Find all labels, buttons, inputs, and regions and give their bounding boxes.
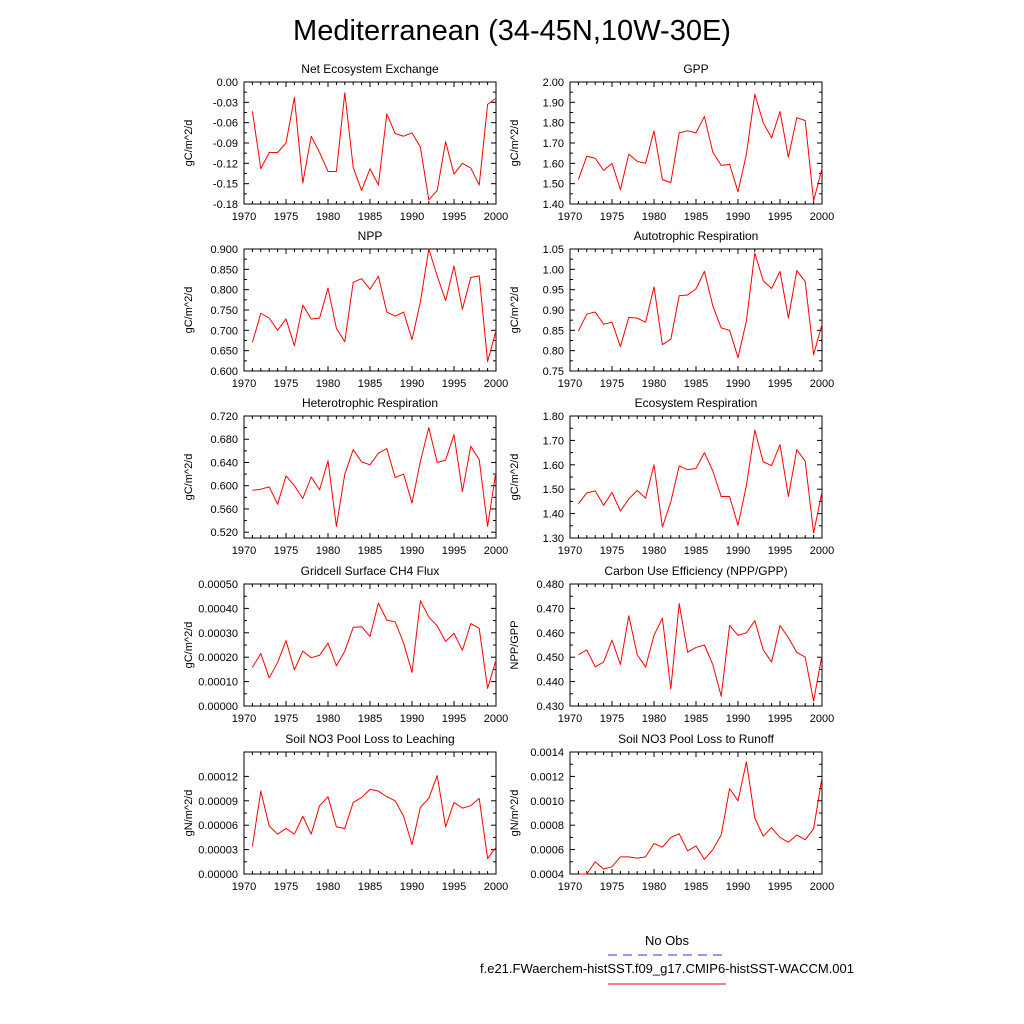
x-tick-label: 2000 xyxy=(809,545,835,557)
chart-title: Soil NO3 Pool Loss to Runoff xyxy=(618,732,774,746)
x-tick-label: 1985 xyxy=(683,881,709,893)
chart-title: Gridcell Surface CH4 Flux xyxy=(300,564,440,578)
y-tick-label: 1.80 xyxy=(542,117,564,130)
y-tick-label: 0.680 xyxy=(210,434,238,447)
y-tick-label: 0.85 xyxy=(542,325,564,338)
x-tick-label: 2000 xyxy=(483,545,509,557)
chart-panel xyxy=(509,62,834,223)
x-tick-label: 1995 xyxy=(767,378,793,390)
x-tick-label: 1980 xyxy=(641,211,667,223)
series-line xyxy=(252,428,496,527)
x-tick-label: 2000 xyxy=(809,378,835,390)
y-tick-label: 1.40 xyxy=(542,508,564,521)
x-tick-label: 1975 xyxy=(273,545,299,557)
series-line xyxy=(252,93,496,200)
x-tick-label: 1990 xyxy=(399,211,425,223)
chart-title: Heterotrophic Respiration xyxy=(301,396,439,410)
chart-title: Autotrophic Respiration xyxy=(633,229,759,243)
x-tick-label: 1985 xyxy=(357,545,383,557)
series-line xyxy=(578,430,822,533)
x-tick-label: 1970 xyxy=(231,378,257,390)
series-line xyxy=(578,604,822,702)
x-tick-label: 1975 xyxy=(599,211,625,223)
x-tick-label: 1985 xyxy=(683,211,709,223)
chart-panel xyxy=(183,229,508,390)
chart-panel xyxy=(183,396,508,557)
series-line xyxy=(578,762,822,874)
x-tick-label: 1980 xyxy=(315,378,341,390)
series-line xyxy=(252,776,496,859)
y-axis-label: NPP/GPP xyxy=(509,620,521,670)
x-tick-label: 2000 xyxy=(483,378,509,390)
x-tick-label: 1975 xyxy=(599,881,625,893)
plot-frame xyxy=(570,249,822,371)
legend xyxy=(480,933,854,984)
x-tick-label: 1970 xyxy=(231,211,257,223)
x-tick-label: 1990 xyxy=(399,881,425,893)
y-axis-label: gN/m^2/d xyxy=(509,789,521,837)
y-tick-label: 1.90 xyxy=(542,97,564,110)
x-tick-label: 1995 xyxy=(767,211,793,223)
x-tick-label: 1970 xyxy=(231,713,257,725)
chart-panel xyxy=(183,62,508,223)
y-tick-label: 1.80 xyxy=(542,411,564,423)
chart-title: Ecosystem Respiration xyxy=(634,396,758,410)
x-tick-label: 1970 xyxy=(231,881,257,893)
y-tick-label: 0.470 xyxy=(536,603,564,616)
x-tick-label: 1990 xyxy=(725,881,751,893)
y-tick-label: -0.03 xyxy=(212,97,238,110)
x-tick-label: 1990 xyxy=(725,378,751,390)
y-tick-label: 0.00040 xyxy=(198,603,238,616)
y-axis-label: gC/m^2/d xyxy=(183,621,195,669)
plot-frame xyxy=(244,752,496,874)
y-tick-label: 0.600 xyxy=(210,480,238,493)
x-tick-label: 2000 xyxy=(483,881,509,893)
chart-title: GPP xyxy=(683,62,709,76)
y-tick-label: 0.00003 xyxy=(198,844,238,857)
x-tick-label: 1990 xyxy=(399,378,425,390)
y-tick-label: 1.05 xyxy=(542,244,564,256)
y-tick-label: 0.00010 xyxy=(198,676,238,689)
x-tick-label: 1975 xyxy=(273,881,299,893)
x-tick-label: 1980 xyxy=(641,545,667,557)
x-tick-label: 1985 xyxy=(683,545,709,557)
chart-title: NPP xyxy=(357,229,383,243)
x-tick-label: 1970 xyxy=(557,378,583,390)
y-tick-label: 0.80 xyxy=(542,345,564,358)
y-tick-label: -0.06 xyxy=(212,117,238,130)
x-tick-label: 1980 xyxy=(315,713,341,725)
y-tick-label: 0.00030 xyxy=(198,627,238,640)
y-tick-label: -0.12 xyxy=(212,158,238,171)
y-tick-label: 0.00012 xyxy=(198,771,238,784)
y-axis-label: gC/m^2/d xyxy=(183,453,195,501)
y-tick-label: 0.460 xyxy=(536,627,564,640)
y-tick-label: 0.800 xyxy=(210,284,238,297)
y-tick-label: 0.480 xyxy=(536,579,564,591)
x-tick-label: 1985 xyxy=(357,378,383,390)
chart-panel xyxy=(183,732,508,893)
plot-frame xyxy=(244,416,496,538)
x-tick-label: 1980 xyxy=(315,881,341,893)
y-tick-label: 1.70 xyxy=(542,435,564,448)
x-tick-label: 2000 xyxy=(809,713,835,725)
series-line xyxy=(252,249,496,362)
y-tick-label: -0.09 xyxy=(212,138,238,150)
plot-frame xyxy=(244,249,496,371)
y-tick-label: 0.430 xyxy=(536,701,564,713)
x-tick-label: 1980 xyxy=(641,713,667,725)
y-tick-label: 0.00000 xyxy=(198,701,238,713)
x-tick-label: 1995 xyxy=(767,713,793,725)
legend-label-no-obs: No Obs xyxy=(644,933,690,948)
x-tick-label: 1975 xyxy=(599,378,625,390)
y-tick-label: 0.00006 xyxy=(198,820,238,833)
y-tick-label: 0.0004 xyxy=(530,869,564,881)
y-tick-label: 0.520 xyxy=(210,527,238,540)
x-tick-label: 1970 xyxy=(557,881,583,893)
x-tick-label: 1995 xyxy=(441,211,467,223)
y-tick-label: 0.90 xyxy=(542,305,564,317)
y-tick-label: 0.900 xyxy=(210,244,238,256)
x-tick-label: 1990 xyxy=(725,713,751,725)
y-tick-label: 1.60 xyxy=(542,158,564,171)
series-line xyxy=(252,601,496,689)
y-axis-label: gC/m^2/d xyxy=(509,119,521,167)
chart-panel xyxy=(509,396,834,557)
y-axis-label: gC/m^2/d xyxy=(183,286,195,334)
x-tick-label: 1980 xyxy=(315,211,341,223)
x-tick-label: 1975 xyxy=(273,378,299,390)
y-tick-label: 1.50 xyxy=(542,484,564,497)
plot-frame xyxy=(244,584,496,706)
x-tick-label: 1985 xyxy=(357,713,383,725)
x-tick-label: 1990 xyxy=(399,713,425,725)
y-tick-label: 0.640 xyxy=(210,457,238,470)
x-tick-label: 1990 xyxy=(725,211,751,223)
x-tick-label: 1975 xyxy=(599,545,625,557)
y-tick-label: 1.30 xyxy=(542,533,564,545)
x-tick-label: 1970 xyxy=(557,211,583,223)
x-tick-label: 2000 xyxy=(809,881,835,893)
chart-title: Carbon Use Efficiency (NPP/GPP) xyxy=(604,564,788,578)
chart-panel xyxy=(183,564,508,725)
x-tick-label: 1980 xyxy=(315,545,341,557)
x-tick-label: 1990 xyxy=(399,545,425,557)
x-tick-label: 1995 xyxy=(441,881,467,893)
x-tick-label: 1985 xyxy=(357,211,383,223)
legend-label-model: f.e21.FWaerchem-histSST.f09_g17.CMIP6-histSST-WACCM.001 xyxy=(480,961,854,976)
y-tick-label: 0.0012 xyxy=(530,771,564,784)
x-tick-label: 1980 xyxy=(641,378,667,390)
y-tick-label: 0.95 xyxy=(542,284,564,297)
y-axis-label: gC/m^2/d xyxy=(183,119,195,167)
x-tick-label: 1995 xyxy=(441,713,467,725)
x-tick-label: 1985 xyxy=(357,881,383,893)
x-tick-label: 1985 xyxy=(683,713,709,725)
y-tick-label: 0.00000 xyxy=(198,869,238,881)
x-tick-label: 1995 xyxy=(767,881,793,893)
y-tick-label: 0.600 xyxy=(210,366,238,378)
x-tick-label: 2000 xyxy=(483,211,509,223)
plot-frame xyxy=(570,752,822,874)
x-tick-label: 1970 xyxy=(231,545,257,557)
y-tick-label: 1.50 xyxy=(542,178,564,191)
x-tick-label: 1975 xyxy=(599,713,625,725)
y-tick-label: 0.700 xyxy=(210,325,238,338)
x-tick-label: 2000 xyxy=(809,211,835,223)
y-tick-label: 0.450 xyxy=(536,652,564,665)
y-tick-label: 0.750 xyxy=(210,305,238,317)
y-tick-label: 0.00 xyxy=(216,77,238,89)
chart-panel xyxy=(509,732,834,893)
y-tick-label: -0.18 xyxy=(212,199,238,211)
y-tick-label: 0.75 xyxy=(542,366,564,378)
series-line xyxy=(578,94,822,201)
x-tick-label: 1990 xyxy=(725,545,751,557)
y-tick-label: 0.0010 xyxy=(530,795,564,808)
x-tick-label: 1975 xyxy=(273,713,299,725)
figure-title: Mediterranean (34-45N,10W-30E) xyxy=(293,15,731,47)
y-tick-label: 0.00020 xyxy=(198,652,238,665)
chart-title: Net Ecosystem Exchange xyxy=(301,62,439,76)
y-tick-label: 0.0014 xyxy=(530,747,564,759)
y-axis-label: gC/m^2/d xyxy=(509,286,521,334)
x-tick-label: 1995 xyxy=(441,545,467,557)
y-tick-label: 0.560 xyxy=(210,503,238,516)
x-tick-label: 1970 xyxy=(557,713,583,725)
plot-frame xyxy=(570,82,822,204)
panels-grid xyxy=(183,62,834,893)
y-tick-label: 1.00 xyxy=(542,264,564,277)
y-tick-label: -0.15 xyxy=(212,178,238,191)
x-tick-label: 1975 xyxy=(273,211,299,223)
y-tick-label: 0.0008 xyxy=(530,820,564,833)
y-tick-label: 0.440 xyxy=(536,676,564,689)
plot-frame xyxy=(244,82,496,204)
y-axis-label: gC/m^2/d xyxy=(509,453,521,501)
chart-panel xyxy=(509,229,834,390)
chart-panel xyxy=(509,564,834,725)
plot-frame xyxy=(570,584,822,706)
plot-frame xyxy=(570,416,822,538)
x-tick-label: 1985 xyxy=(683,378,709,390)
y-tick-label: 0.0006 xyxy=(530,844,564,857)
x-tick-label: 2000 xyxy=(483,713,509,725)
y-tick-label: 1.70 xyxy=(542,138,564,150)
y-axis-label: gN/m^2/d xyxy=(183,789,195,837)
chart-title: Soil NO3 Pool Loss to Leaching xyxy=(285,732,455,746)
y-tick-label: 0.00050 xyxy=(198,579,238,591)
y-tick-label: 0.720 xyxy=(210,411,238,423)
y-tick-label: 0.650 xyxy=(210,345,238,358)
x-tick-label: 1980 xyxy=(641,881,667,893)
y-tick-label: 0.00009 xyxy=(198,795,238,808)
y-tick-label: 1.40 xyxy=(542,199,564,211)
x-tick-label: 1970 xyxy=(557,545,583,557)
y-tick-label: 0.850 xyxy=(210,264,238,277)
y-tick-label: 1.60 xyxy=(542,459,564,472)
y-tick-label: 2.00 xyxy=(542,77,564,89)
series-line xyxy=(578,253,822,358)
x-tick-label: 1995 xyxy=(767,545,793,557)
x-tick-label: 1995 xyxy=(441,378,467,390)
